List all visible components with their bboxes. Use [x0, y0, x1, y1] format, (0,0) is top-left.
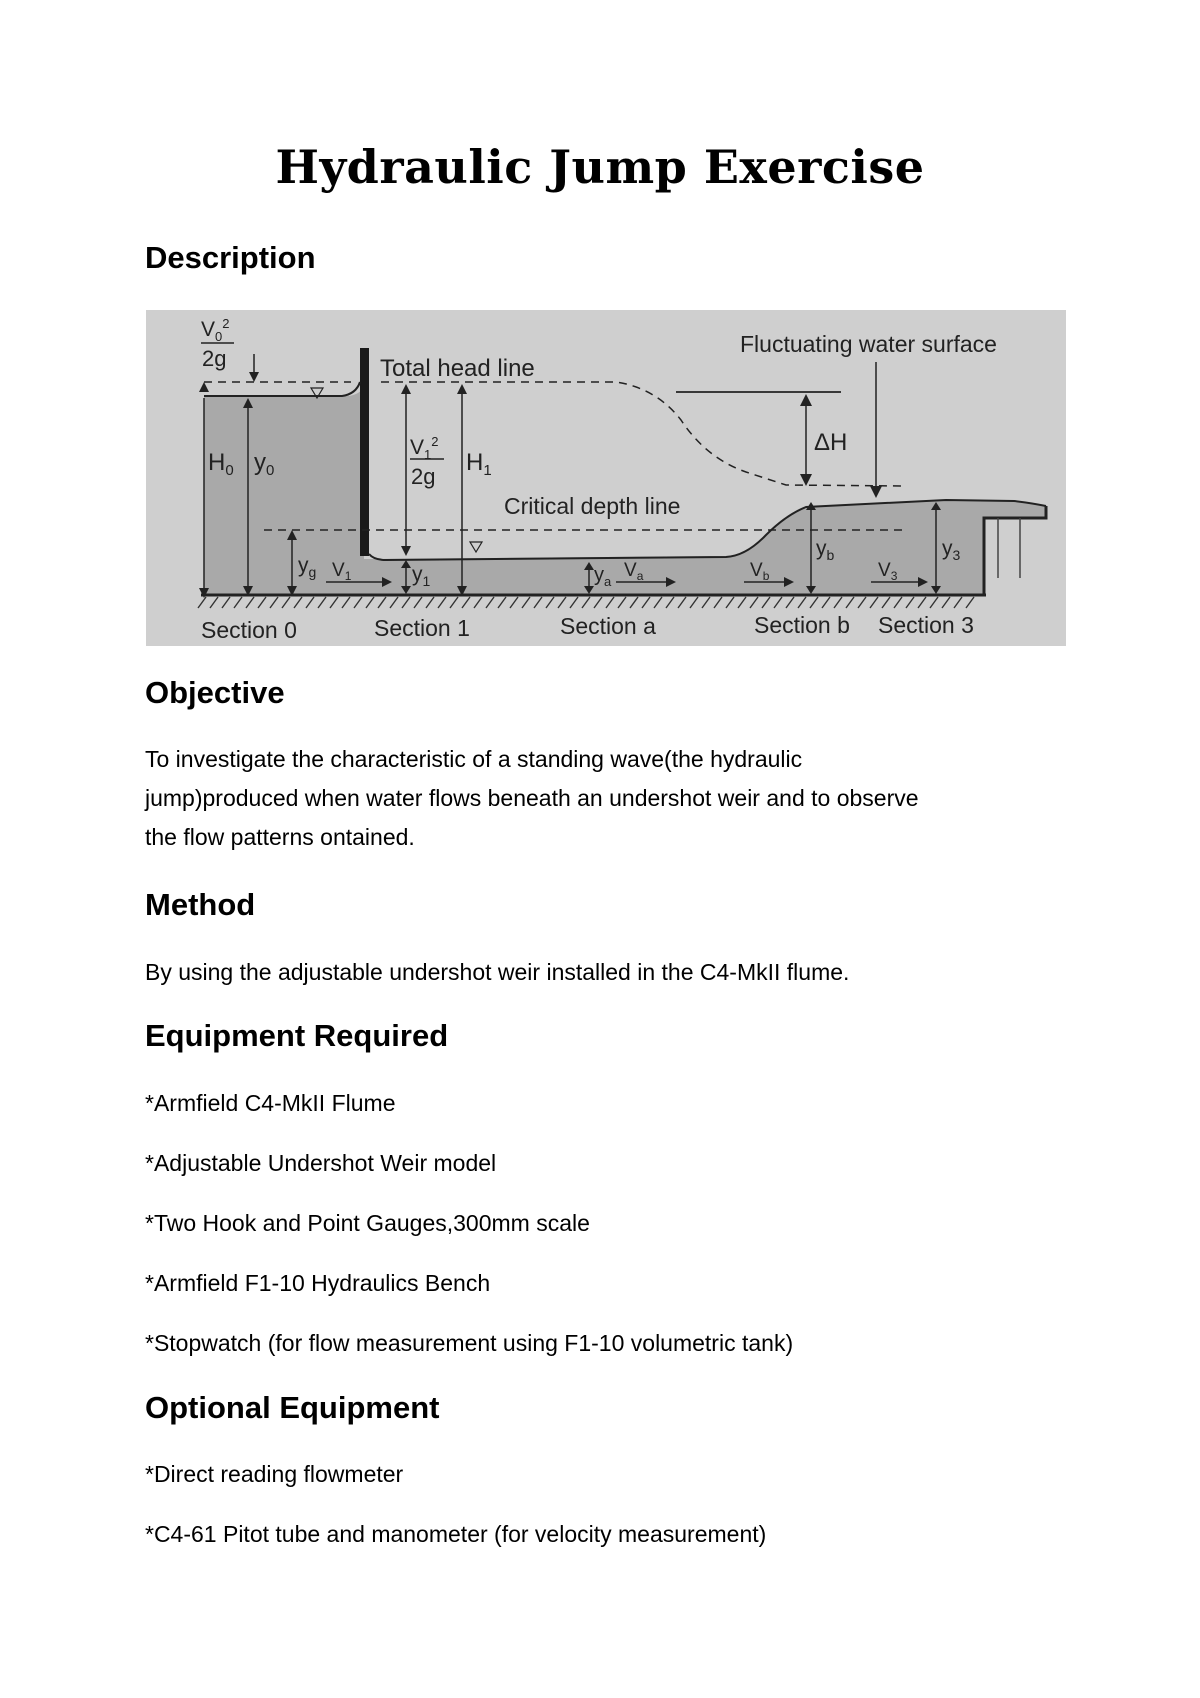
h1-label: $H_1$ [466, 449, 492, 479]
section-0-label: Section 0 [201, 617, 297, 643]
equipment-item: *Adjustable Undershot Weir model [145, 1150, 497, 1176]
two-g-label-0: 2g [202, 346, 227, 371]
yb-label: $y_b$ [816, 537, 835, 563]
undershot-weir-gate [360, 348, 369, 556]
objective-text [145, 740, 1065, 857]
ya-label: $y_a$ [594, 564, 612, 589]
heading-method: Method [145, 887, 256, 922]
equipment-item: *Armfield C4-MkII Flume [145, 1090, 396, 1116]
y1-label: $y_1$ [412, 563, 431, 589]
section-a-label: Section a [560, 613, 656, 639]
fluctuating-surface-label: Fluctuating water surface [740, 331, 997, 357]
v1-label: $V_1$ [332, 560, 352, 583]
hydraulic-jump-diagram [146, 310, 1066, 646]
total-head-line-label: Total head line [380, 355, 535, 382]
v1-squared-label: $V_1^2$ [410, 434, 439, 462]
yg-label: $y_g$ [298, 554, 317, 580]
equipment-item: *Armfield F1-10 Hydraulics Bench [145, 1270, 491, 1296]
two-g-label-1: 2g [411, 464, 436, 489]
optional-item: *Direct reading flowmeter [145, 1461, 404, 1487]
critical-depth-line-label: Critical depth line [504, 493, 681, 519]
objective-line: jump)produced when water flows beneath an undershot weir and to observe [145, 785, 919, 811]
vb-label: $V_b$ [750, 560, 770, 583]
h0-label: $H_0$ [208, 449, 234, 479]
objective-line: To investigate the characteristic of a standing wave(the hydraulic [145, 746, 803, 772]
y0-label: $y_0$ [254, 449, 275, 479]
v0-squared-label: $V_0^2$ [201, 316, 230, 344]
section-3-label: Section 3 [878, 612, 974, 638]
equipment-item: *Stopwatch (for flow measurement using F1-10 volumetric tank) [145, 1330, 794, 1356]
section-b-label: Section b [754, 612, 850, 638]
y3-label: $y_3$ [942, 537, 961, 563]
section-1-label: Section 1 [374, 615, 470, 641]
method-text: By using the adjustable undershot weir installed in the C4-MkII flume. [145, 959, 850, 985]
heading-equipment-required: Equipment Required [145, 1018, 449, 1053]
delta-h-label: ΔH [814, 429, 848, 456]
optional-item: *C4-61 Pitot tube and manometer (for velocity measurement) [145, 1521, 767, 1547]
objective-line: the flow patterns ontained. [145, 824, 415, 850]
heading-objective: Objective [145, 675, 285, 710]
v3-label: $V_3$ [878, 560, 898, 583]
va-label: $V_a$ [624, 560, 644, 583]
heading-description: Description [145, 240, 316, 275]
heading-optional-equipment: Optional Equipment [145, 1390, 440, 1425]
page-title: Hydraulic Jump Exercise [275, 140, 925, 194]
equipment-item: *Two Hook and Point Gauges,300mm scale [145, 1210, 590, 1236]
